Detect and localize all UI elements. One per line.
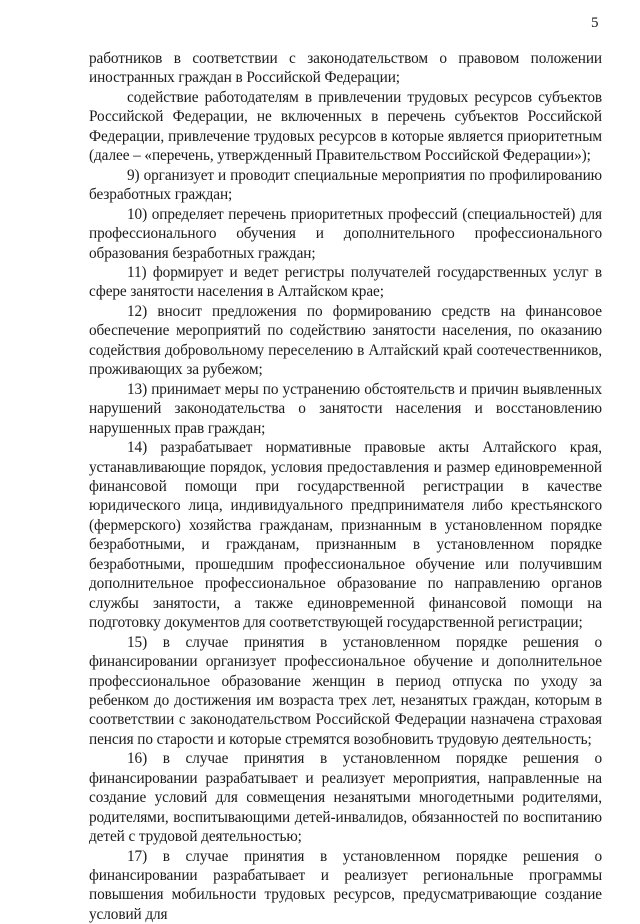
document-body [89,49,602,924]
paragraph-item-13: 13) принимает меры по устранению обстоятельств и причин выявленных нарушений законодательства о занятости населения и восстановлению нарушенных прав граждан; [89,380,602,437]
paragraph-continuation: работников в соответствии с законодательством о правовом положении иностранных граждан в Российской Федерации; [89,50,602,87]
paragraph-employer-assistance: содействие работодателям в привлечении трудовых ресурсов субъектов Российской Федерации, не включенных в перечень субъектов Российской Федерации, привлечение трудовых ресурсов в которые является приоритетным (далее – «перечень, утвержденный Правительством Российской Федерации»); [89,88,602,165]
paragraph-item-17: 17) в случае принятия в установленном порядке решения о финансировании разрабатывает и реализует региональные программы повышения мобильности трудовых ресурсов, предусматривающие создание условий для [89,847,602,923]
paragraph-item-9: 9) организует и проводит специальные мероприятия по профилированию безработных граждан; [89,166,602,204]
paragraph-item-14: 14) разрабатывает нормативные правовые акты Алтайского края, устанавливающие порядок, условия предоставления и размер единовременной финансовой помощи при государственной регистрации в качестве юридического лица, индивидуального предпринимателя либо крестьянского (фермерского) хозяйства гражданам, признанным в установленном порядке безработными, и гражданам, признанным в установленном порядке безработными, прошедшим профессиональное обучение или получившим дополнительное профессиональное образование по направлению органов службы занятости, а также единовременной финансовой помощи на подготовку документов для соответствующей государственной регистрации; [89,439,602,632]
page-number: 5 [591,15,599,31]
paragraph-item-15: 15) в случае принятия в установленном порядке решения о финансировании организует профессиональное обучение и дополнительное профессиональное образование женщин в период отпуска по уходу за ребенком до достижения им возраста трех лет, незанятых граждан, которым в соответствии с законодательством Российской Федерации назначена страховая пенсия по старости и которые стремятся возобновить трудовую деятельность; [89,633,602,748]
paragraph-item-16: 16) в случае принятия в установленном порядке решения о финансировании разрабатывает и реализует мероприятия, направленные на создание условий для совмещения незанятыми многодетными родителями, родителями, воспитывающими детей-инвалидов, обязанностей по воспитанию детей с трудовой деятельностью; [89,750,602,846]
paragraph-item-10: 10) определяет перечень приоритетных профессий (специальностей) для профессионального обучения и дополнительного профессионального образования безработных граждан; [89,205,602,262]
paragraph-item-12: 12) вносит предложения по формированию средств на финансовое обеспечение мероприятий по содействию занятости населения, по оказанию содействия добровольному переселению в Алтайский край соотечественников, проживающих за рубежом; [89,302,602,379]
paragraph-item-11: 11) формирует и ведет регистры получателей государственных услуг в сфере занятости населения в Алтайском крае; [89,263,602,301]
